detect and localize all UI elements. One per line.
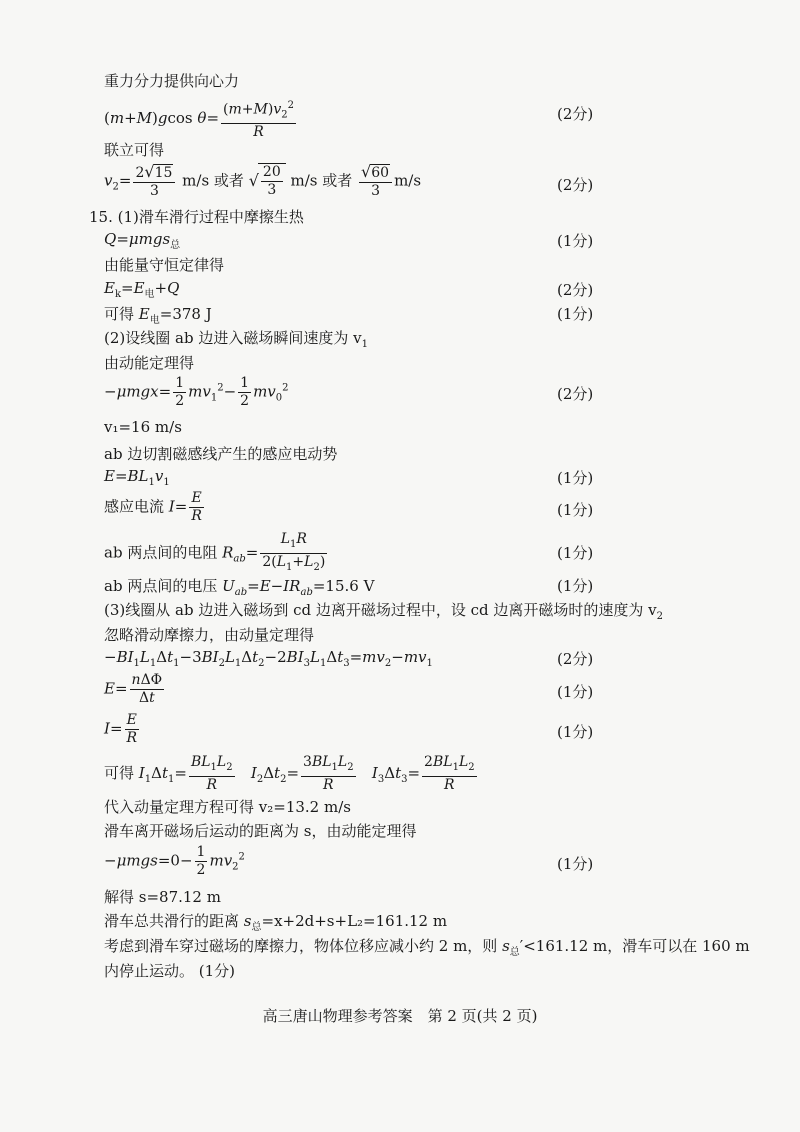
line-after-field: 滑车离开磁场后运动的距离为 s，由动能定理得: [104, 822, 417, 840]
score: (1分): [557, 544, 594, 562]
q15-part1-heading: 15. (1)滑车滑行过程中摩擦生热: [89, 208, 304, 226]
page-footer: 高三唐山物理参考答案 第 2 页(共 2 页): [262, 1007, 538, 1025]
formula-voltage: ab 两点间的电压 $U_{ab}=E-IR_{ab}=15.6$ V: [104, 577, 375, 598]
formula-momentum: $-BI_1L_1\Delta t_1-3BI_2L_1\Delta t_2-2BI_3L_1\Delta t_3=mv_2-mv_1$: [104, 648, 433, 669]
line-emf: ab 边切割磁感线产生的感应电动势: [104, 445, 338, 463]
result-total-distance: 滑车总共滑行的距离 $s_总=x+2d+s+L_2=161.12$ m: [104, 912, 448, 933]
q15-part3-heading: (3)线圈从 ab 边进入磁场到 cd 边离开磁场过程中，设 cd 边离开磁场时的速度为 $v_2$: [104, 601, 664, 622]
formula-centripetal: (m+M)gcos θ= $\frac{(m+M)v_2^2}{R}$: [104, 100, 294, 141]
score: (2分): [557, 281, 594, 299]
formula-current: 感应电流 I= $\frac{E}{R}$: [104, 490, 202, 524]
formula-stop-distance: −μmgs=0− $\frac{1}{2}$ $mv_2^2$: [104, 844, 245, 878]
line-kinetic-theorem: 由动能定理得: [104, 354, 195, 372]
formula-emf: $E=BL_1v_1$: [104, 467, 170, 488]
score: (1分): [557, 723, 594, 741]
result-v1: v₁=16 m/s: [104, 418, 182, 436]
formula-kinetic: −μmgx= $\frac{1}{2}$ $mv_1^2-$ $\frac{1}{2}$ $mv_0^2$: [104, 375, 289, 409]
score: (1分): [557, 855, 594, 873]
conclusion-line: 考虑到滑车穿过磁场的摩擦力，物体位移应减小约 2 m，则 $s_总'<161.12$ m，滑车可以在 160 m: [104, 937, 750, 958]
score: (2分): [557, 105, 594, 123]
formula-ohm: I= $\frac{E}{R}$: [104, 712, 138, 746]
score: (2分): [557, 176, 594, 194]
conclusion-end: 内停止运动。 (1分): [104, 962, 236, 980]
formula-resistance: ab 两点间的电阻 $R_{ab}=$ $\frac{L_1R}{2(L_1+L_2)}$: [104, 531, 329, 576]
formula-v2: $v_2=$ $\frac{2√15}{3}$ m/s 或者 √ $\frac{20}{3}$ m/s 或者 $\frac{√60}{3}$ m/s: [104, 162, 422, 199]
score: (1分): [557, 501, 594, 519]
score: (1分): [557, 305, 594, 323]
result-energy: 可得 $E_电=378$ J: [104, 305, 212, 326]
score: (1分): [557, 683, 594, 701]
formula-charge-products: 可得 $I_1\Delta t_1=$ $\frac{BL_1L_2}{R}$ $I_2\Delta t_2=$ $\frac{3BL_1L_2}{R}$ $I_3\Delta t_3=$ $\frac{2BL_1L_2}{R}$: [104, 754, 475, 793]
score: (1分): [557, 469, 594, 487]
q15-part2-heading: (2)设线圈 ab 边进入磁场瞬间速度为 $v_1$: [104, 329, 368, 350]
score: (1分): [557, 232, 594, 250]
line-centripetal: 重力分力提供向心力: [104, 72, 240, 90]
line-energy-conservation: 由能量守恒定律得: [104, 256, 225, 274]
result-s: 解得 s=87.12 m: [104, 888, 221, 906]
result-v2: 代入动量定理方程可得 v₂=13.2 m/s: [104, 798, 351, 816]
line-momentum-theorem: 忽略滑动摩擦力，由动量定理得: [104, 626, 315, 644]
score: (2分): [557, 650, 594, 668]
score: (2分): [557, 385, 594, 403]
formula-energy: $E_k=E_电+Q$: [104, 279, 180, 300]
formula-heat: Q=μmgs$_总$: [104, 230, 181, 251]
line-combine: 联立可得: [104, 141, 165, 159]
score: (1分): [557, 577, 594, 595]
formula-faraday: E= $\frac{\text{nΔΦ}}{\Delta t}$: [104, 672, 163, 706]
